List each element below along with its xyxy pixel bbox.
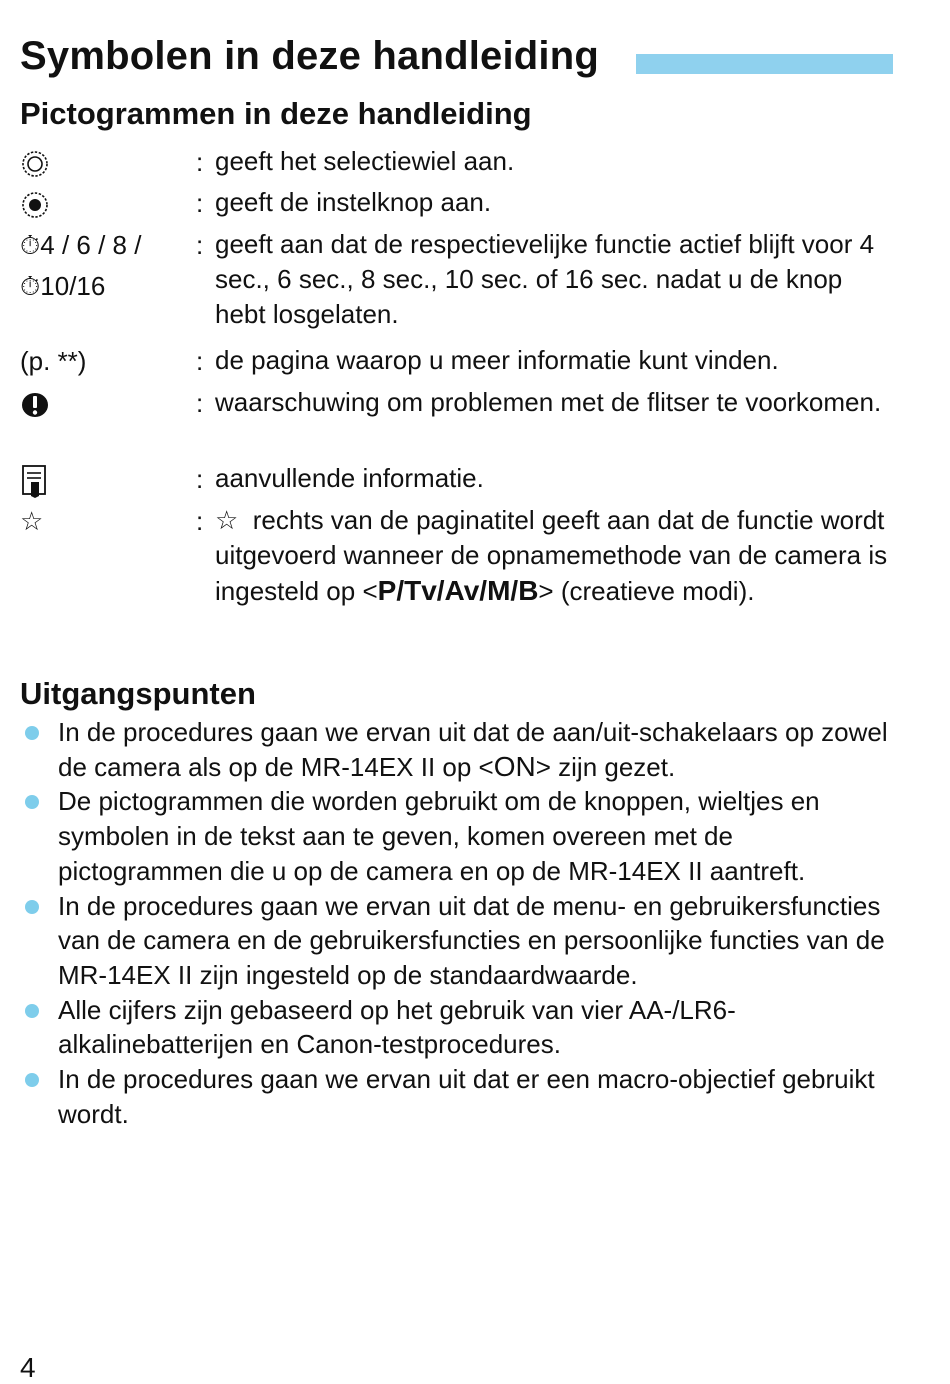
stopwatch-icon: ⏱ bbox=[20, 230, 41, 260]
star-icon: ☆ bbox=[215, 505, 239, 535]
section-heading-pictograms: Pictogrammen in deze handleiding bbox=[20, 96, 532, 131]
title-accent-bar bbox=[636, 54, 893, 74]
bullet-icon bbox=[25, 726, 39, 740]
main-dial-icon bbox=[20, 144, 195, 180]
timer-symbols bbox=[20, 227, 195, 304]
bullet-icon bbox=[25, 900, 39, 914]
symbol-description: geeft de instelknop aan. bbox=[215, 187, 492, 217]
bullet-icon bbox=[25, 795, 39, 809]
list-item bbox=[20, 889, 900, 993]
bullet-icon bbox=[25, 1004, 39, 1018]
list-item-text: In de procedures gaan we ervan uit dat er een macro-objectief gebruikt wordt. bbox=[58, 1064, 875, 1129]
list-item-text: Alle cijfers zijn gebaseerd op het gebruik van vier AA-/LR6-alkalinebatterijen en Canon-testprocedures. bbox=[58, 994, 736, 1060]
bullet-icon bbox=[25, 1073, 39, 1087]
list-item-text: In de procedures gaan we ervan uit dat de aan/uit-schakelaars op zowel de camera als op de MR-14EX II op < bbox=[58, 717, 888, 782]
colon: : bbox=[196, 230, 204, 260]
list-item-text: In de procedures gaan we ervan uit dat de menu- en gebruikersfuncties van de camera en de gebruikersfuncties en persoonlijke functies van de MR-14EX II zijn ingesteld op de standaardwaarde. bbox=[58, 890, 885, 990]
timer-symbols-line2: 10/16 bbox=[40, 271, 106, 301]
stopwatch-icon: ⏱ bbox=[20, 271, 41, 301]
symbol-description: waarschuwing om problemen met de flitser te voorkomen. bbox=[215, 387, 882, 417]
colon: : bbox=[196, 147, 204, 177]
section-heading-assumptions: Uitgangspunten bbox=[20, 676, 256, 711]
page-reference-symbol: (p. **) bbox=[20, 346, 87, 376]
shooting-modes: P/Tv/Av/M/B bbox=[377, 575, 539, 606]
star-icon: ☆ bbox=[20, 506, 44, 536]
symbol-description bbox=[215, 503, 900, 609]
list-item bbox=[20, 715, 900, 784]
star-description-part1: rechts van de paginatitel geeft aan dat de functie wordt uitgevoerd wanneer de opnamemethode van de camera is ingesteld op < bbox=[215, 505, 888, 606]
symbol-description: aanvullende informatie. bbox=[215, 463, 484, 493]
list-item-text: > zijn gezet. bbox=[535, 751, 676, 782]
set-button-icon bbox=[20, 185, 195, 221]
colon: : bbox=[196, 506, 204, 536]
list-item bbox=[20, 1062, 900, 1131]
page-title: Symbolen in deze handleiding bbox=[20, 34, 599, 78]
title-row bbox=[20, 34, 900, 84]
on-label: ON bbox=[493, 750, 536, 782]
colon: : bbox=[196, 464, 204, 494]
note-icon bbox=[20, 461, 195, 498]
symbol-description: de pagina waarop u meer informatie kunt vinden. bbox=[215, 345, 779, 375]
colon: : bbox=[196, 388, 204, 418]
list-item-text: De pictogrammen die worden gebruikt om de knoppen, wieltjes en symbolen in de tekst aan te geven, komen overeen met de pictogrammen die u op de camera en op de MR-14EX II aantreft. bbox=[58, 786, 820, 886]
list-item bbox=[20, 784, 900, 888]
timer-icon bbox=[20, 268, 195, 304]
timer-icon bbox=[20, 227, 195, 263]
caution-icon bbox=[20, 385, 195, 421]
page-number: 4 bbox=[20, 1352, 36, 1383]
list-item bbox=[20, 993, 900, 1062]
assumptions-list bbox=[20, 715, 900, 1131]
colon: : bbox=[196, 346, 204, 376]
star-description-part2: > (creatieve modi). bbox=[538, 576, 755, 606]
colon: : bbox=[196, 188, 204, 218]
symbol-description: geeft het selectiewiel aan. bbox=[215, 146, 515, 176]
timer-symbols-line1: 4 / 6 / 8 / bbox=[40, 230, 142, 260]
symbol-description: geeft aan dat de respectievelijke functie actief blijft voor 4 sec., 6 sec., 8 sec., 10 sec. of 16 sec. nadat u de knop hebt losgelaten. bbox=[215, 229, 875, 329]
